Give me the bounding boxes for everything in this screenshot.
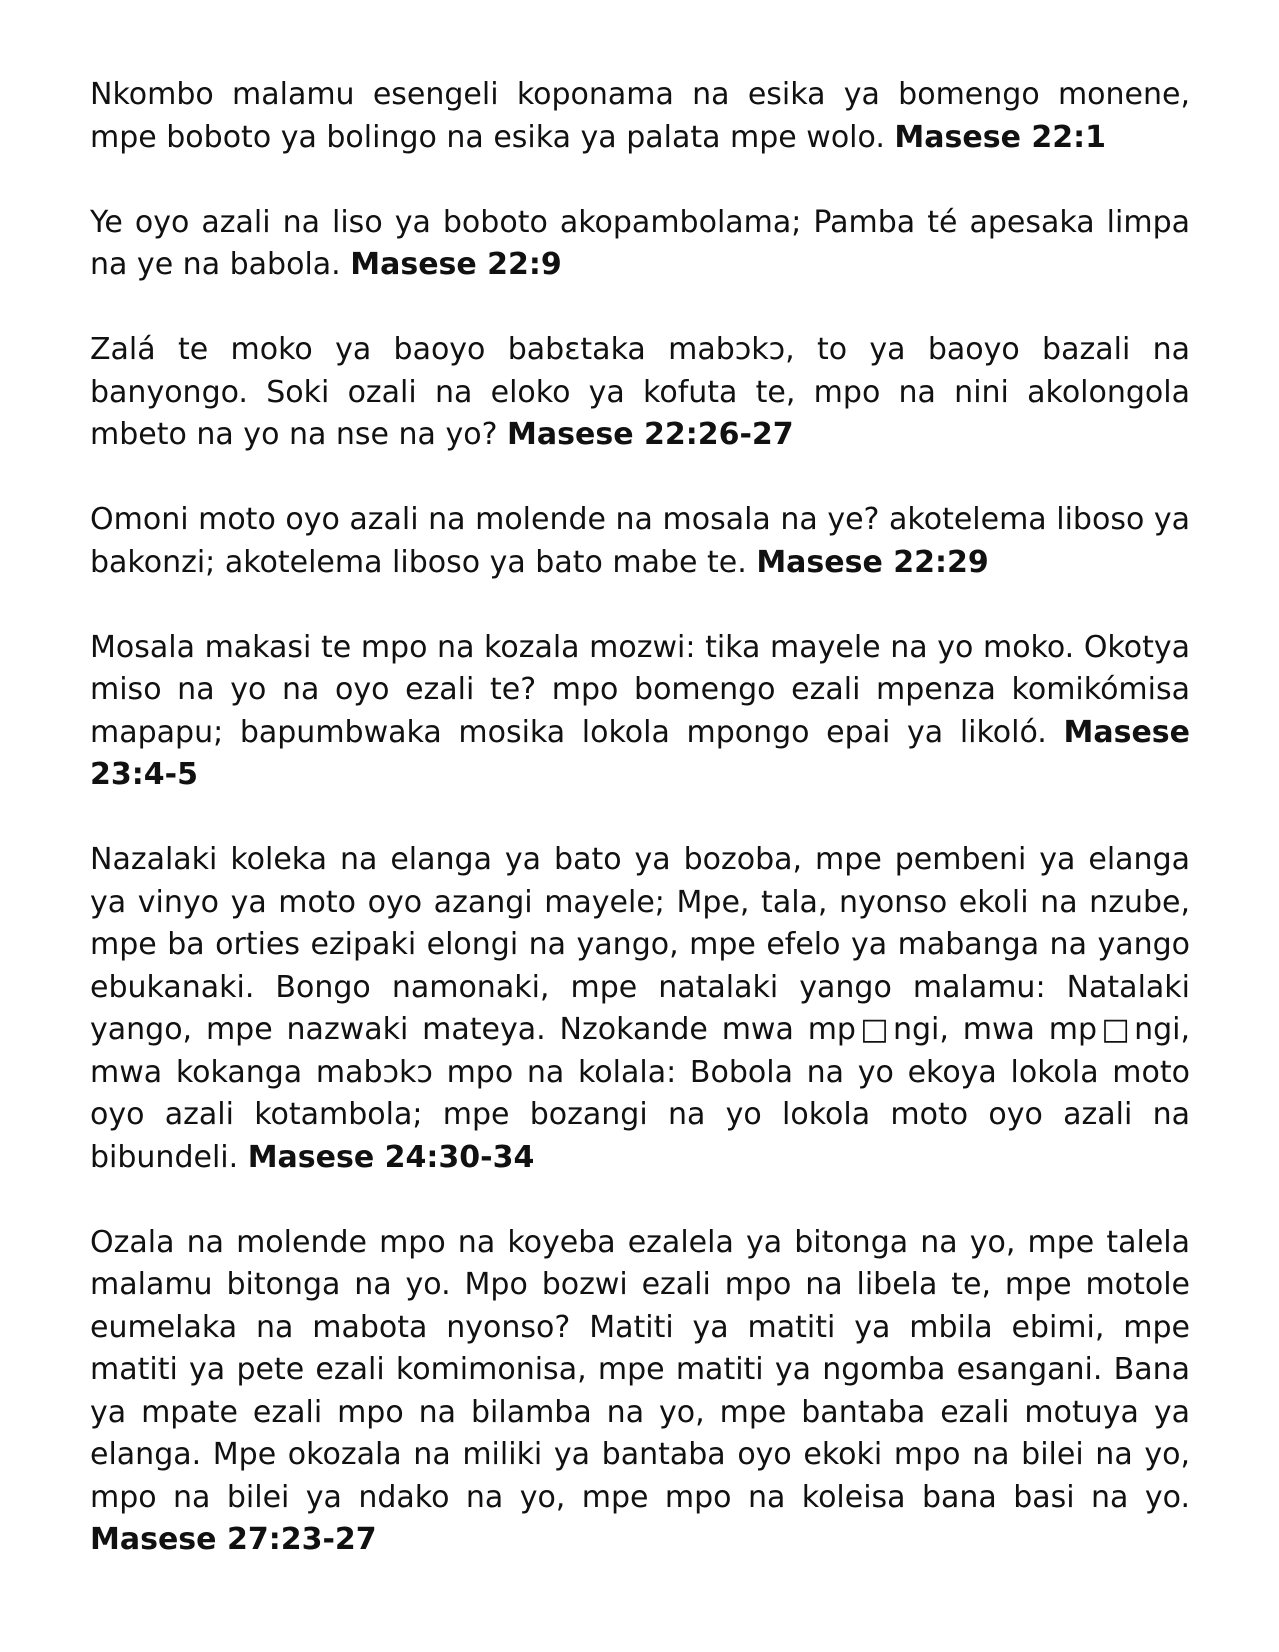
verse-paragraph xyxy=(90,627,1190,797)
verse-text: Mosala makasi te mpo na kozala mozwi: tika mayele na yo moko. Okotya miso na yo na oyo ezali te? mpo bomengo ezali mpenza komikómisa mapapu; bapumbwaka mosika lokola mpongo epai ya likoló. xyxy=(90,629,1190,750)
verse-text: Ozala na molende mpo na koyeba ezalela ya bitonga na yo, mpe talela malamu bitonga na yo. Mpo bozwi ezali mpo na libela te, mpe motole eumelaka na mabota nyonso? Matiti ya matiti ya mbila ebimi, mpe matiti ya pete ezali komimonisa, mpe matiti ya ngomba esangani. Bana ya mpate ezali mpo na bilamba na yo, mpe bantaba ezali motuya ya elanga. Mpe okozala na miliki ya bantaba oyo ekoki mpo na bilei na yo, mpo na bilei ya ndako na yo, mpe mpo na koleisa bana basi na yo. xyxy=(90,1224,1190,1515)
verse-reference: Masese 22:1 xyxy=(894,119,1106,155)
verse-reference: Masese 22:26-27 xyxy=(507,417,794,452)
verse-paragraph xyxy=(90,202,1190,287)
verse-reference: Masese 22:9 xyxy=(350,247,562,282)
verse-text: Nkombo malamu esengeli koponama na esika ya bomengo monene, mpe boboto ya bolingo na esika ya palata mpe wolo. xyxy=(90,77,1190,155)
verse-reference: Masese 27:23-27 xyxy=(90,1522,377,1557)
verse-text: Nazalaki koleka na elanga ya bato ya bozoba, mpe pembeni ya elanga ya vinyo ya moto oyo azangi mayele; Mpe, tala, nyonso ekoli na nzube, mpe ba orties ezipaki elongi na yango, mpe efelo ya mabanga na yango ebukanaki. Bongo namonaki, mpe natalaki yango malamu: Natalaki yango, mpe nazwaki mateya. Nzokande mwa mp□ngi, mwa mp□ngi, mwa kokanga mabɔkɔ mpo na kolala: Bobola na yo ekoya lokola moto oyo azali kotambola; mpe bozangi na yo lokola moto oyo azali na bibundeli. xyxy=(90,842,1190,1175)
verse-paragraph xyxy=(90,74,1190,159)
verse-paragraph xyxy=(90,839,1190,1179)
verse-reference: Masese 22:29 xyxy=(756,544,989,580)
verse-text: Zalá te moko ya baoyo babɛtaka mabɔkɔ, to ya baoyo bazali na banyongo. Soki ozali na eloko ya kofuta te, mpo na nini akolongola mbeto na yo na nse na yo? xyxy=(90,332,1190,452)
verse-paragraph xyxy=(90,499,1190,584)
verse-paragraph xyxy=(90,1222,1190,1562)
document-page xyxy=(90,74,1190,1604)
verse-text: Omoni moto oyo azali na molende na mosala na ye? akotelema liboso ya bakonzi; akotelema liboso ya bato mabe te. xyxy=(90,502,1190,580)
verse-reference: Masese 23:4-5 xyxy=(90,714,1190,792)
verse-reference: Masese 24:30-34 xyxy=(247,1139,535,1175)
verse-text: Ye oyo azali na liso ya boboto akopambolama; Pamba té apesaka limpa na ye na babola. xyxy=(90,204,1190,282)
verse-paragraph xyxy=(90,329,1190,457)
